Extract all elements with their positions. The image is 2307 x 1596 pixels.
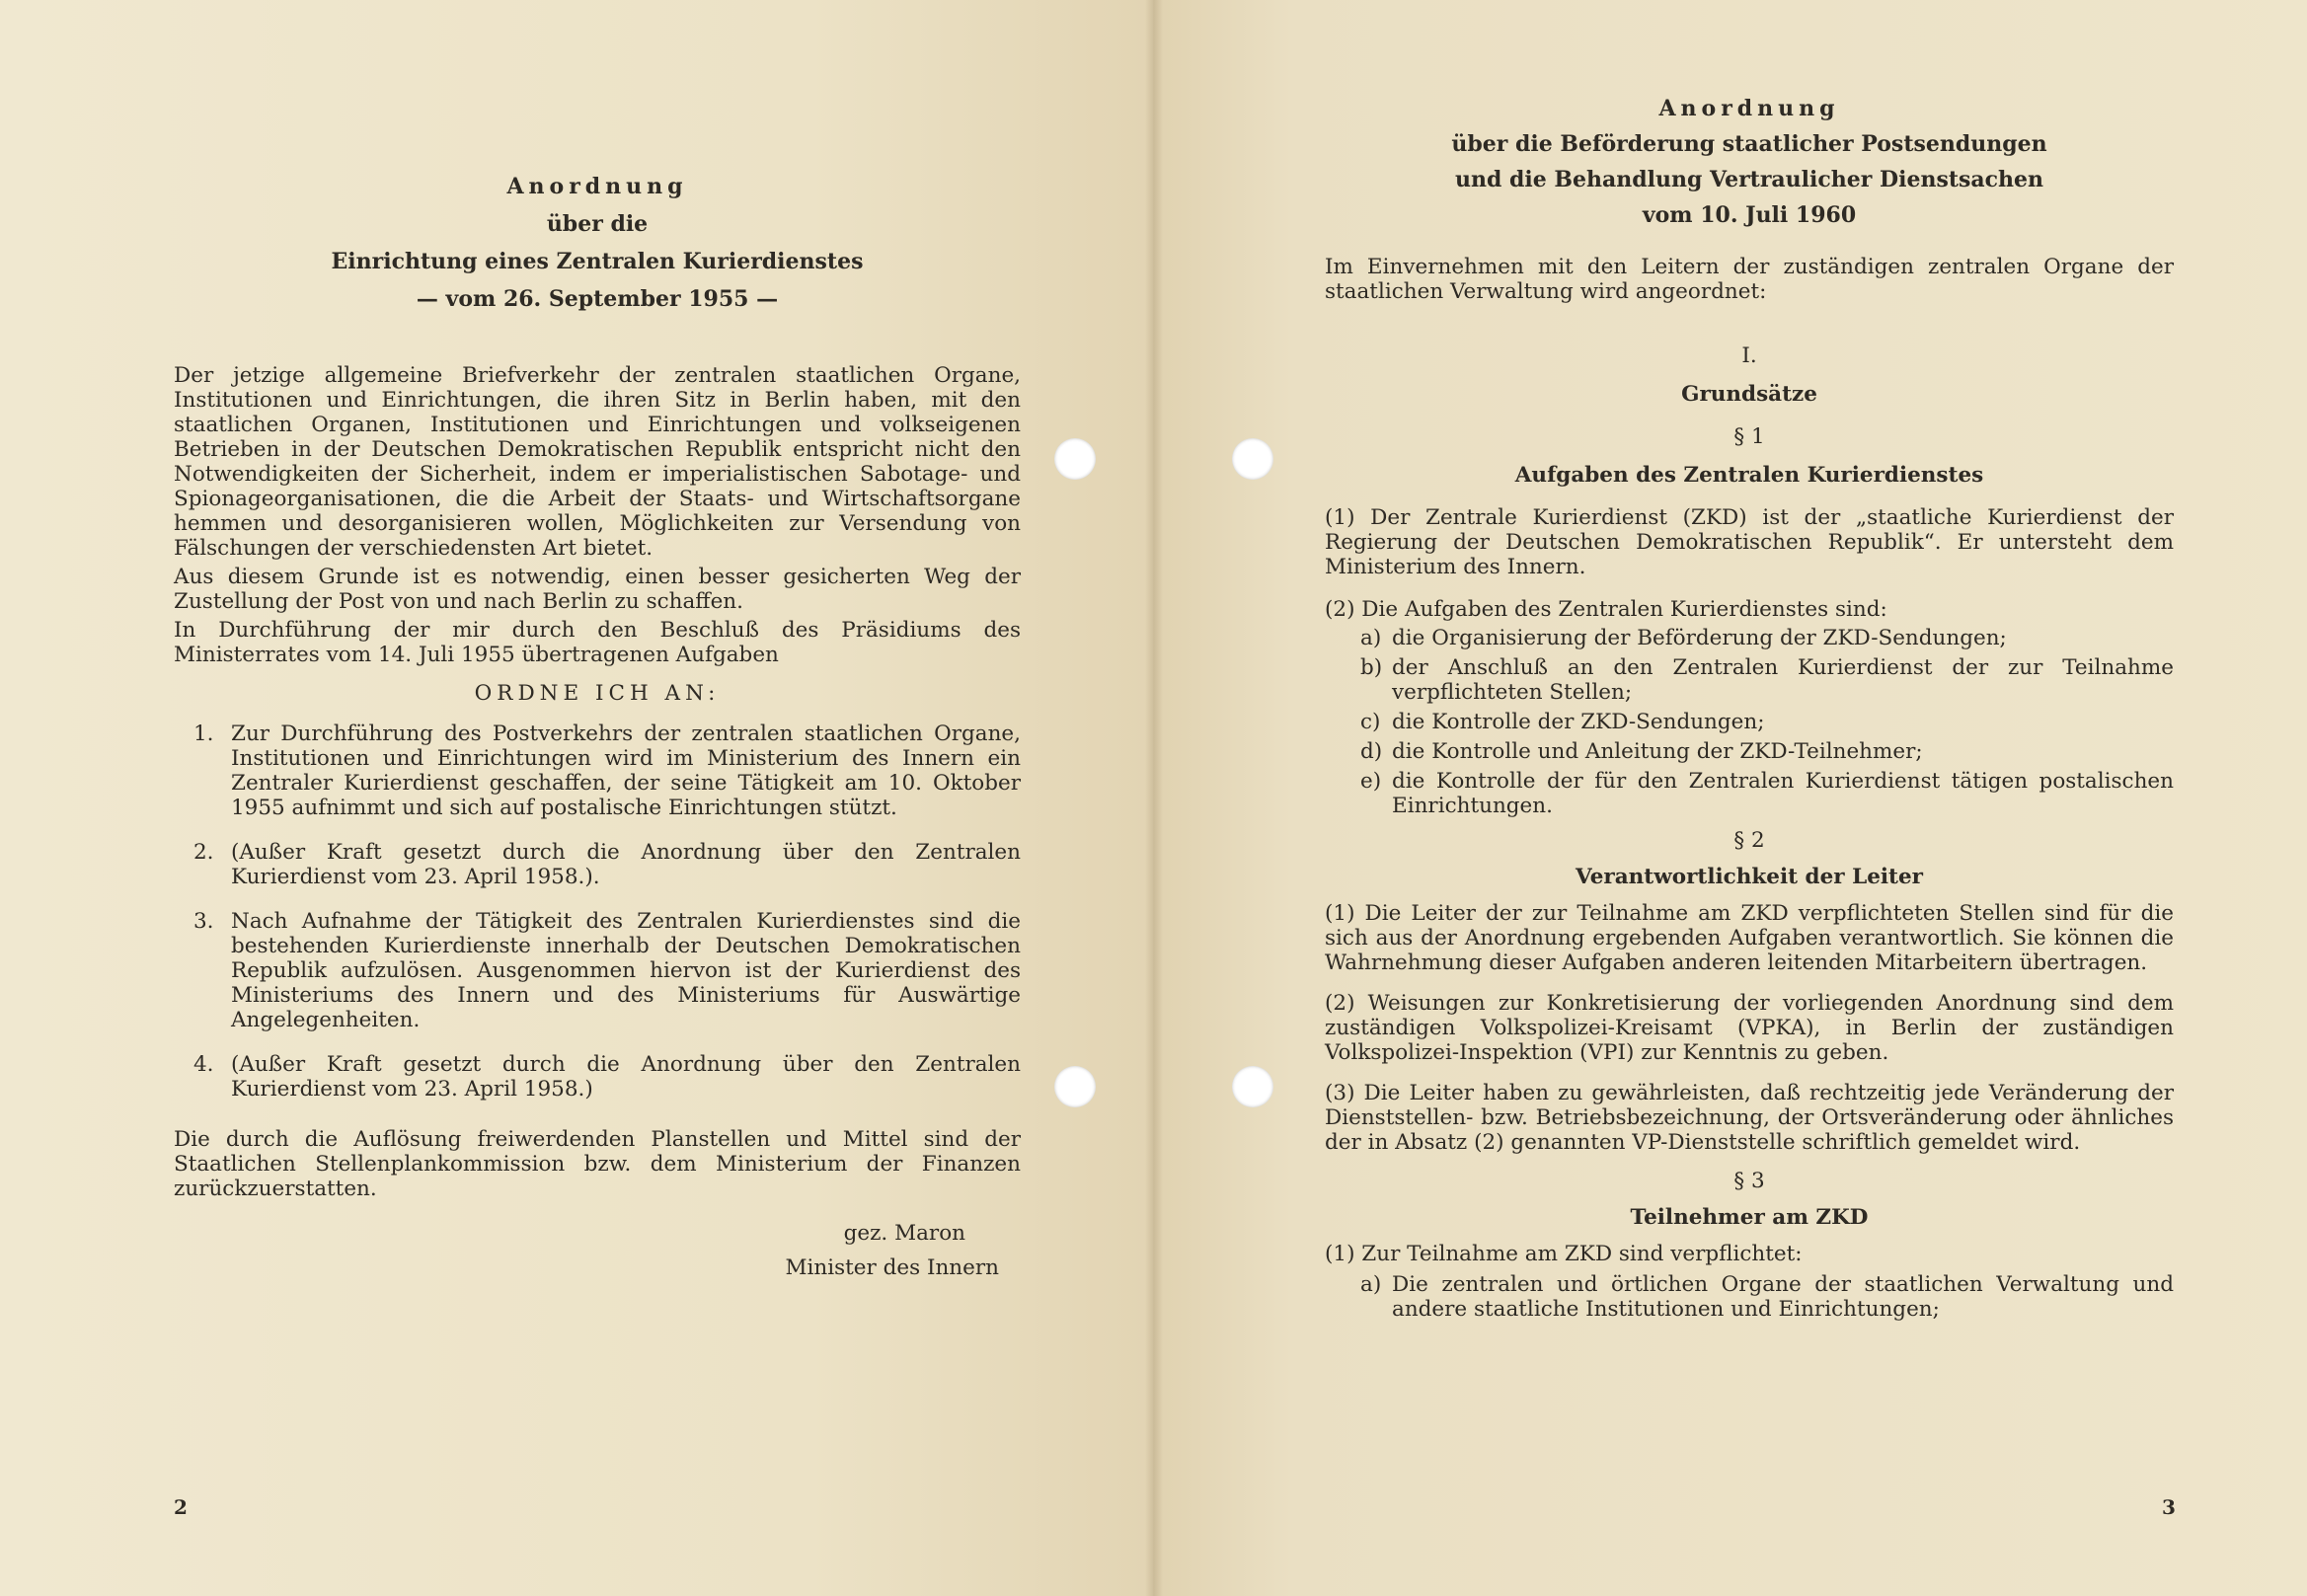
list-item xyxy=(1360,710,2174,734)
list-item-letter: b) xyxy=(1360,655,1383,680)
paragraph-text: (1) Der Zentrale Kurierdienst (ZKD) ist der „staatliche Kurierdienst der Regierung der Deutschen Demokratischen Republik“. Er untersteht dem Ministerium des Innern. xyxy=(1325,505,2174,579)
list-item-text: Die zentralen und örtlichen Organe der staatlichen Verwaltung und andere staatliche Institutionen und Einrichtungen; xyxy=(1392,1272,2174,1322)
list-item-number: 4. xyxy=(193,1052,214,1077)
intro-paragraph: Im Einvernehmen mit den Leitern der zuständigen zentralen Organe der staatlichen Verwaltung wird angeordnet: xyxy=(1325,255,2174,304)
left-paragraph: In Durchführung der mir durch den Beschluß des Präsidiums des Ministerrates vom 14. Juli 1955 übertragenen Aufgaben xyxy=(174,618,1021,667)
paragraph-sign: § 2 xyxy=(1733,828,1765,853)
list-item xyxy=(1360,655,2174,705)
paragraph-text: (2) Weisungen zur Konkretisierung der vorliegenden Anordnung sind dem zuständigen Volkspolizei-Kreisamt (VPKA), in Berlin der zuständigen Volkspolizei-Inspektion (VPI) zur Kenntnis zu geben. xyxy=(1325,991,2174,1065)
left-title-line: Einrichtung eines Zentralen Kurierdienstes xyxy=(331,249,864,274)
page-number-right: 3 xyxy=(2162,1495,2176,1519)
punch-hole-right-bottom xyxy=(1232,1066,1273,1107)
list-item-text: Zur Durchführung des Postverkehrs der zentralen staatlichen Organe, Institutionen und Einrichtungen wird im Ministerium des Innern ein Zentraler Kurierdienst geschaffen, der seine Tätigkeit am 10. Oktober 1955 aufnimmt und sich auf postalische Einrichtungen stützt. xyxy=(231,722,1021,820)
list-item-letter: c) xyxy=(1360,710,1381,734)
paragraph-text: (3) Die Leiter haben zu gewährleisten, daß rechtzeitig jede Veränderung der Dienststellen- bzw. Betriebsbezeichnung, der Ortsveränderung oder ähnliches der in Absatz (2) genannten VP-Dienststelle schriftlich gemeldet wird. xyxy=(1325,1081,2174,1155)
list-item xyxy=(174,840,1021,889)
paragraph-text: (1) Zur Teilnahme am ZKD sind verpflichtet: xyxy=(1325,1242,1803,1266)
left-paragraph: Der jetzige allgemeine Briefverkehr der zentralen staatlichen Organe, Institutionen und Einrichtungen, die ihren Sitz in Berlin haben, mit den staatlichen Organen, Institutionen und Einrichtungen und volkseigenen Betrieben in der Deutschen Demokratischen Republik entspricht nicht den Notwendigkeiten der Sicherheit, indem er imperialistischen Sabotage- und Spionageorganisationen, die die Arbeit der Staats- und Wirtschaftsorgane hemmen und desorganisieren wollen, Möglichkeiten zur Versendung von Fälschungen der verschiedensten Art bietet. xyxy=(174,363,1021,561)
left-paragraph: Aus diesem Grunde ist es notwendig, einen besser gesicherten Weg der Zustellung der Post von und nach Berlin zu schaffen. xyxy=(174,565,1021,614)
list-item-text: der Anschluß an den Zentralen Kurierdienst der zur Teilnahme verpflichteten Stellen; xyxy=(1392,655,2174,705)
list-item-letter: a) xyxy=(1360,1272,1382,1297)
right-title-line: und die Behandlung Vertraulicher Dienstsachen xyxy=(1454,167,2044,192)
list-item xyxy=(1360,739,2174,764)
list-item xyxy=(174,722,1021,820)
right-title-line: vom 10. Juli 1960 xyxy=(1642,202,1857,228)
list-item-letter: e) xyxy=(1360,769,1382,794)
list-item xyxy=(1360,1272,2174,1322)
list-item-text: die Kontrolle der ZKD-Sendungen; xyxy=(1392,710,1765,734)
left-title-line: Anordnung xyxy=(506,174,688,199)
signature-name: gez. Maron xyxy=(843,1221,965,1246)
closing-paragraph: Die durch die Auflösung freiwerdenden Planstellen und Mittel sind der Staatlichen Stellenplankommission bzw. dem Ministerium der Finanzen zurückzuerstatten. xyxy=(174,1127,1021,1201)
list-item-letter: a) xyxy=(1360,626,1382,650)
list-item xyxy=(1360,769,2174,818)
list-item xyxy=(174,909,1021,1032)
list-item-number: 1. xyxy=(193,722,214,746)
section-number: I. xyxy=(1741,343,1757,368)
paragraph-heading: Teilnehmer am ZKD xyxy=(1630,1205,1869,1230)
paragraph-text: (1) Die Leiter der zur Teilnahme am ZKD verpflichteten Stellen sind für die sich aus der Anordnung ergebenden Aufgaben verantwortlich. Sie können die Wahrnehmung dieser Aufgaben anderen leitenden Mitarbeitern übertragen. xyxy=(1325,901,2174,975)
punch-hole-right-top xyxy=(1232,438,1273,480)
left-page-content xyxy=(174,168,1021,1280)
list-item-text: (Außer Kraft gesetzt durch die Anordnung über den Zentralen Kurierdienst vom 23. April 1958.). xyxy=(231,840,1021,889)
paragraph-heading: Verantwortlichkeit der Leiter xyxy=(1576,865,1923,889)
list-item xyxy=(174,1052,1021,1102)
paragraph-sign: § 3 xyxy=(1733,1169,1765,1193)
list-item-letter: d) xyxy=(1360,739,1383,764)
list-item-text: (Außer Kraft gesetzt durch die Anordnung über den Zentralen Kurierdienst vom 23. April 1958.) xyxy=(231,1052,1021,1102)
signature-title: Minister des Innern xyxy=(785,1255,999,1280)
left-title-line: — vom 26. September 1955 — xyxy=(416,286,779,312)
right-page-content xyxy=(1325,91,2174,1327)
right-title-line: Anordnung xyxy=(1658,96,1840,121)
list-item-text: die Organisierung der Beförderung der ZKD-Sendungen; xyxy=(1392,626,2007,650)
right-title-block xyxy=(1325,91,2174,233)
punch-hole-left-top xyxy=(1054,438,1096,480)
paragraph-sign: § 1 xyxy=(1733,424,1765,449)
right-title-line: über die Beförderung staatlicher Postsendungen xyxy=(1451,131,2047,157)
punch-hole-left-bottom xyxy=(1054,1066,1096,1107)
paragraph-text: (2) Die Aufgaben des Zentralen Kurierdienstes sind: xyxy=(1325,597,1887,622)
list-item xyxy=(1360,626,2174,650)
list-item-number: 3. xyxy=(193,909,214,934)
signature xyxy=(174,1221,1021,1246)
paragraph-heading: Aufgaben des Zentralen Kurierdienstes xyxy=(1514,463,1984,488)
section-title: Grundsätze xyxy=(1681,382,1817,407)
list-item-text: Nach Aufnahme der Tätigkeit des Zentralen Kurierdienstes sind die bestehenden Kurierdienste innerhalb der Deutschen Demokratischen Republik aufzulösen. Ausgenommen hiervon ist der Kurierdienst des Ministeriums des Innern und des Ministeriums für Auswärtige Angelegenheiten. xyxy=(231,909,1021,1032)
order-heading: ORDNE ICH AN: xyxy=(474,681,721,706)
left-title-line: über die xyxy=(546,211,649,237)
page-number-left: 2 xyxy=(174,1495,188,1519)
left-title-block xyxy=(174,168,1021,318)
center-fold xyxy=(1145,0,1163,1596)
list-item-text: die Kontrolle und Anleitung der ZKD-Teilnehmer; xyxy=(1392,739,1923,764)
list-item-number: 2. xyxy=(193,840,214,865)
list-item-text: die Kontrolle der für den Zentralen Kurierdienst tätigen postalischen Einrichtungen. xyxy=(1392,769,2174,818)
